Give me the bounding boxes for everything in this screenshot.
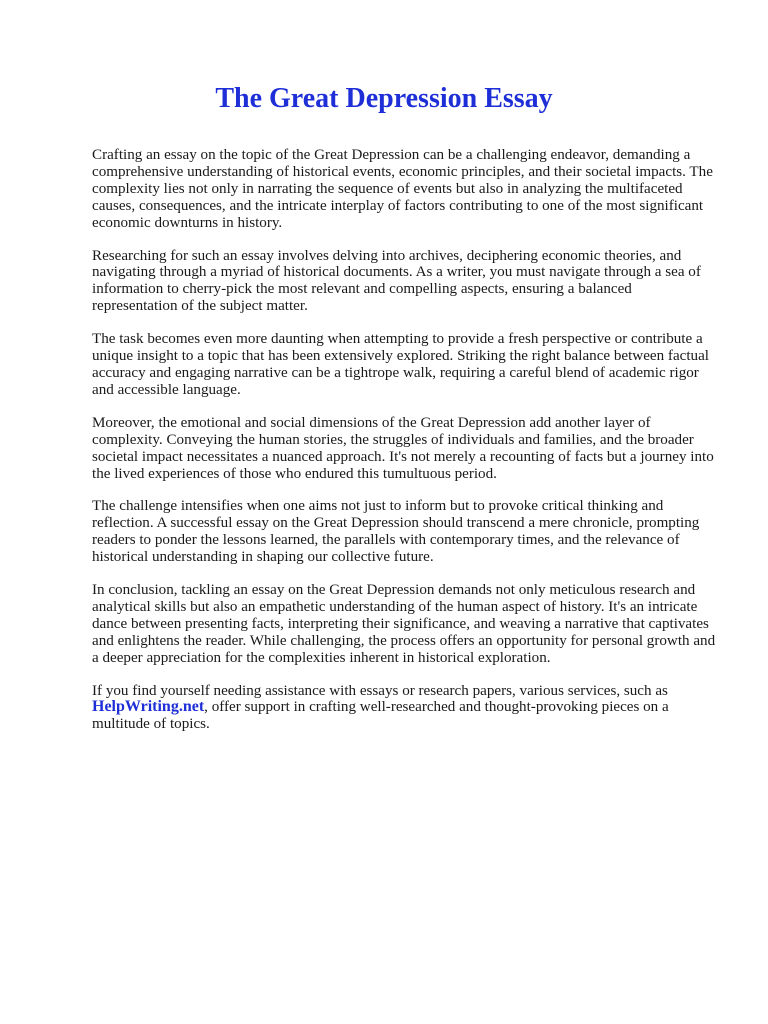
paragraph-5: The challenge intensifies when one aims not just to inform but to provoke critical thinking and reflection. A successful essay on the Great Depression should transcend a mere chronicle, prompting readers to ponder the lessons learned, the parallels with contemporary times, and the relevance of historical understanding in shaping our collective future. <box>92 498 700 566</box>
closing-text-before-link: If you find yourself needing assistance with essays or research papers, various services, such as <box>92 682 668 699</box>
document-title: The Great Depression Essay <box>215 83 553 114</box>
paragraph-3: The task becomes even more daunting when attempting to provide a fresh perspective or contribute a unique insight to a topic that has been extensively explored. Striking the right balance between factual accuracy and engaging narrative can be a tightrope walk, requiring a careful blend of academic rigor and accessible language. <box>92 331 709 398</box>
paragraph-1: Crafting an essay on the topic of the Great Depression can be a challenging endeavor, demanding a comprehensive understanding of historical events, economic principles, and their societal impacts. The complexity lies not only in narrating the sequence of events but also in analyzing the multifaceted causes, consequences, and the intricate interplay of factors contributing to one of the most significant economic downturns in history. <box>92 147 713 231</box>
paragraph-2: Researching for such an essay involves delving into archives, deciphering economic theories, and navigating through a myriad of historical documents. As a writer, you must navigate through a sea of information to cherry-pick the most relevant and compelling aspects, ensuring a balanced representation of the subject matter. <box>92 247 701 315</box>
closing-text-after-link: , offer support in crafting well-researched and thought-provoking pieces on a multitude of topics. <box>92 699 669 733</box>
document-body <box>92 147 718 733</box>
helpwriting-link[interactable]: HelpWriting.net <box>92 698 205 716</box>
paragraph-4: Moreover, the emotional and social dimensions of the Great Depression add another layer of complexity. Conveying the human stories, the struggles of individuals and families, and the broader societal impact necessitates a nuanced approach. It's not merely a recounting of facts but a journey into the lived experiences of those who endured this tumultuous period. <box>92 414 714 482</box>
paragraph-6: In conclusion, tackling an essay on the Great Depression demands not only meticulous research and analytical skills but also an empathetic understanding of the human aspect of history. It's an intricate dance between presenting facts, interpreting their significance, and weaving a narrative that captivates and enlightens the reader. While challenging, the process offers an opportunity for personal growth and a deeper appreciation for the complexities inherent in historical exploration. <box>92 582 716 666</box>
closing-paragraph <box>92 683 718 734</box>
